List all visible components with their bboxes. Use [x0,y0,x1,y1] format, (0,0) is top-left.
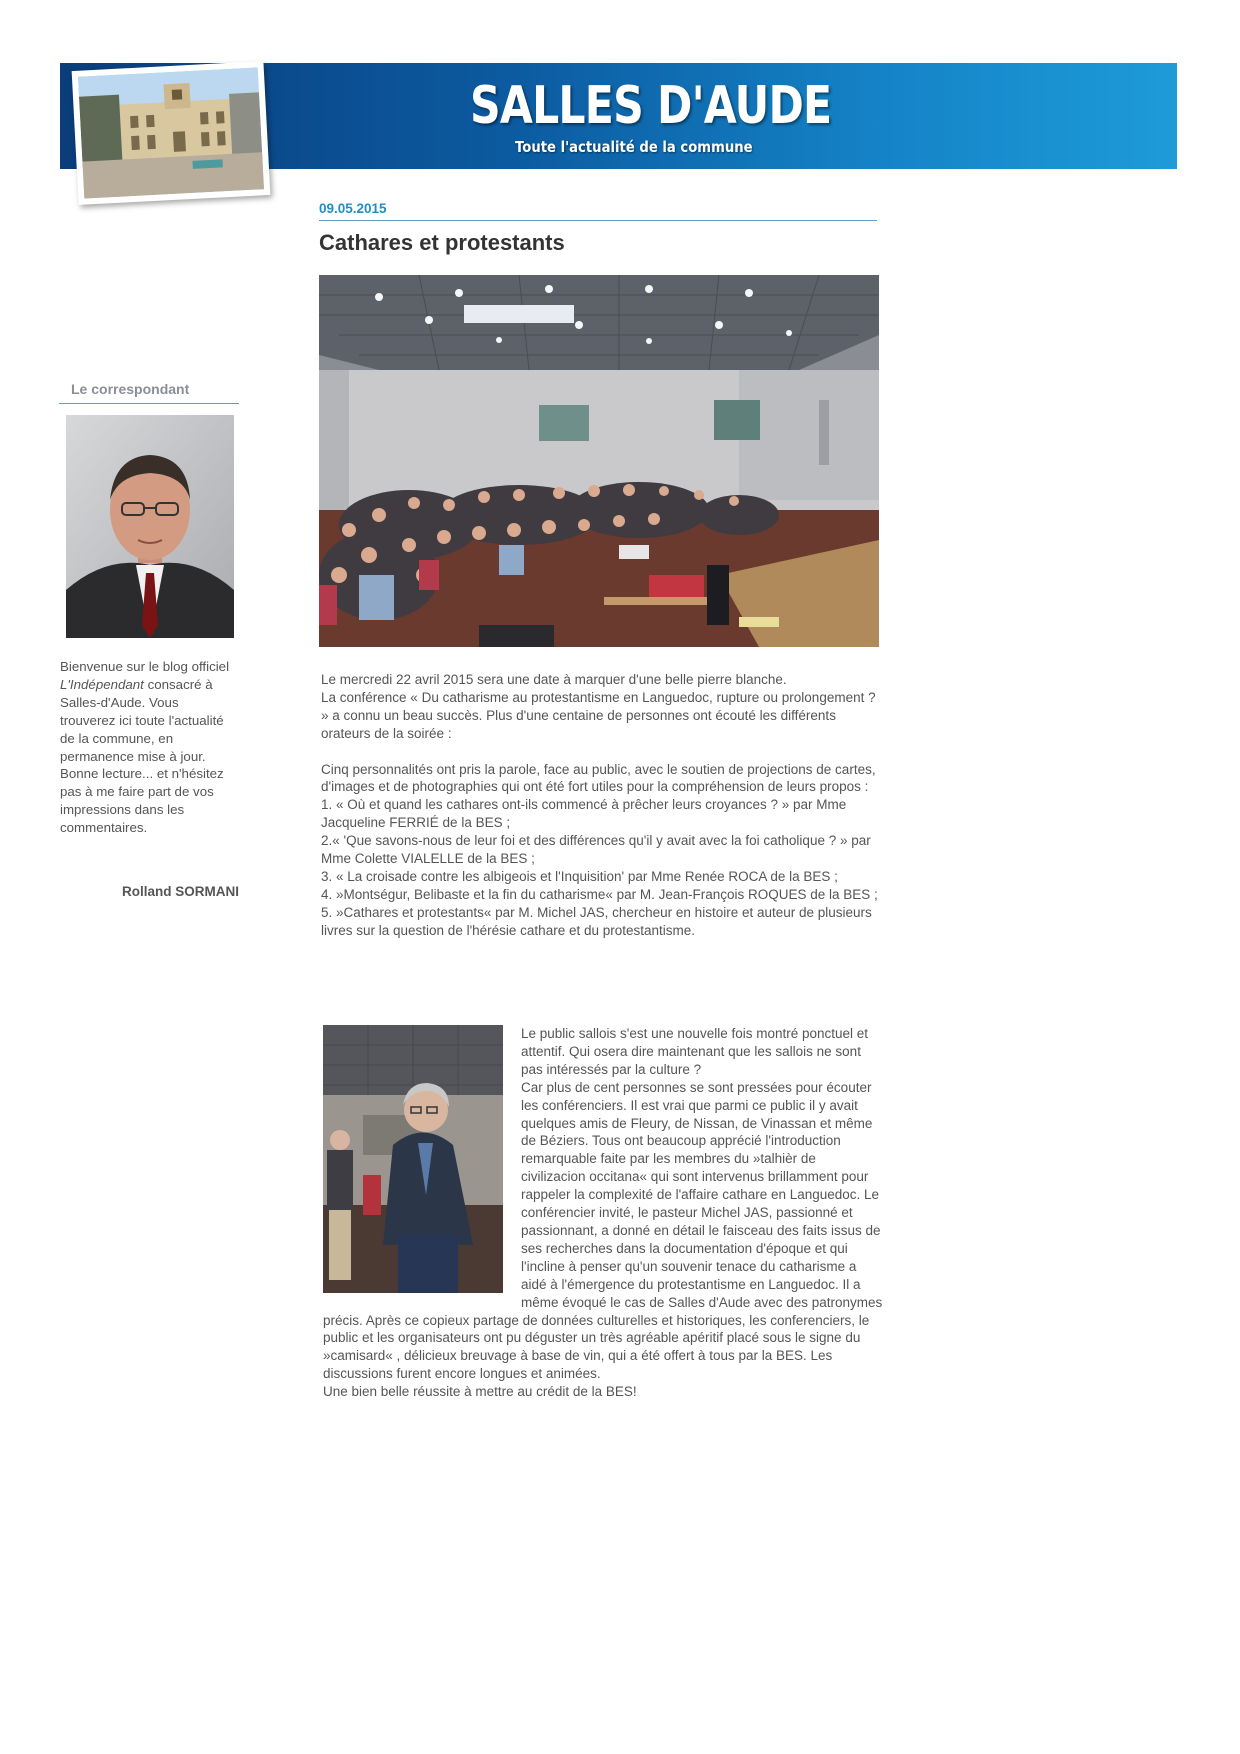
speaker-list-item: 5. »Cathares et protestants« par M. Michel JAS, chercheur en histoire et auteur de plusieurs livres sur la question de l'hérésie cathare et du protestantisme. [321,904,872,938]
article-paragraph: Le mercredi 22 avril 2015 sera une date à marquer d'une belle pierre blanche. [321,672,787,687]
correspondent-heading: Le correspondant [59,381,239,404]
speaker-list-item: 1. « Où et quand les cathares ont-ils commencé à prêcher leurs croyances ? » par Mme Jacqueline FERRIÉ de la BES ; [321,797,847,831]
speaker-list-item: 3. « La croisade contre les albigeois et l'Inquisition' par Mme Renée ROCA de la BES ; [321,868,838,884]
speaker-list-item: 4. »Montségur, Belibaste et la fin du catharisme« par M. Jean-François ROQUES de la BES ; [321,886,878,902]
article-paragraph: Car plus de cent personnes se sont pressées pour écouter les conférenciers. Il est vrai que parmi ce public il y avait quelques amis de Fleury, de Nissan, de Vinassan et même de Béziers. Tous ont beaucoup apprécié l'introduction remarquable faite par les membres du »talhièr de civilizacion occitana« qui sont intervenus brillamment pour rappeler la complexité de l'affaire cathare en Languedoc. Le conférencier invité, le pasteur Michel JAS, passionné et passionnant, a donné en détail le faisceau des faits issus de ses recherches dans la documentation d'époque et qui l'incline à penser qu'un souvenir tenace du catharisme a aidé à l'émergence du protestantisme en Languedoc. Il a même évoqué le cas de Salles d'Aude avec des patronymes précis. Après ce copieux partage de données culturelles et historiques, les conferenciers, le public et les organisateurs ont pu déguster un très agréable apéritif placé sous le signe du »camisard« , délicieux breuvage à base de vin, qui a été offert à tous par la BES. Les discussions furent encore longues et animées. [323,1079,883,1382]
post-date: 09.05.2015 [319,201,877,221]
site-tagline: Toute l'actualité de la commune [515,138,753,156]
speaker-photo [323,1025,503,1293]
intro-text-start: Bienvenue sur le blog officiel [60,659,230,674]
article-paragraph: Une bien belle réussite à mettre au crédit de la BES! [323,1384,637,1400]
intro-text-end: consacré à Salles-d'Aude. Vous trouverez ici toute l'actualité de la commune, en permanence mise à jour. Bonne lecture... et n'hésitez pas à me faire part de vos impressions dans les commentaires. [60,676,224,836]
paragraph-spacer [321,743,881,761]
correspondent-signature: Rolland SORMANI [122,884,239,899]
article-second-section [323,1025,883,1401]
article-body [321,671,881,940]
site-title[interactable]: SALLES D'AUDE [470,76,832,136]
post-title[interactable]: Cathares et protestants [319,230,565,255]
newspaper-name: L'Indépendant [60,676,144,692]
article-paragraph: Le public sallois s'est une nouvelle fois montré ponctuel et attentif. Qui osera dire maintenant que les sallois ne sont pas intéressés par la culture ? [521,1026,869,1077]
speaker-list-item: 2.« 'Que savons-nous de leur foi et des différences qu'il y avait avec la foi catholique ? » par Mme Colette VIALELLE de la BES ; [321,833,871,867]
conference-audience-photo [319,275,879,647]
article-paragraph: La conférence « Du catharisme au protestantisme en Languedoc, rupture ou prolongement ? » a connu un beau succès. Plus d'une centaine de personnes ont écouté les différents orateurs de la soirée : [321,689,876,741]
article-paragraph: Cinq personnalités ont pris la parole, face au public, avec le soutien de projections de cartes, d'images et de photographies qui ont été fort utiles pour la compréhension de leurs propos : [321,761,876,795]
correspondent-intro [60,658,235,837]
correspondent-portrait [66,415,234,638]
village-square-photo [72,61,271,205]
